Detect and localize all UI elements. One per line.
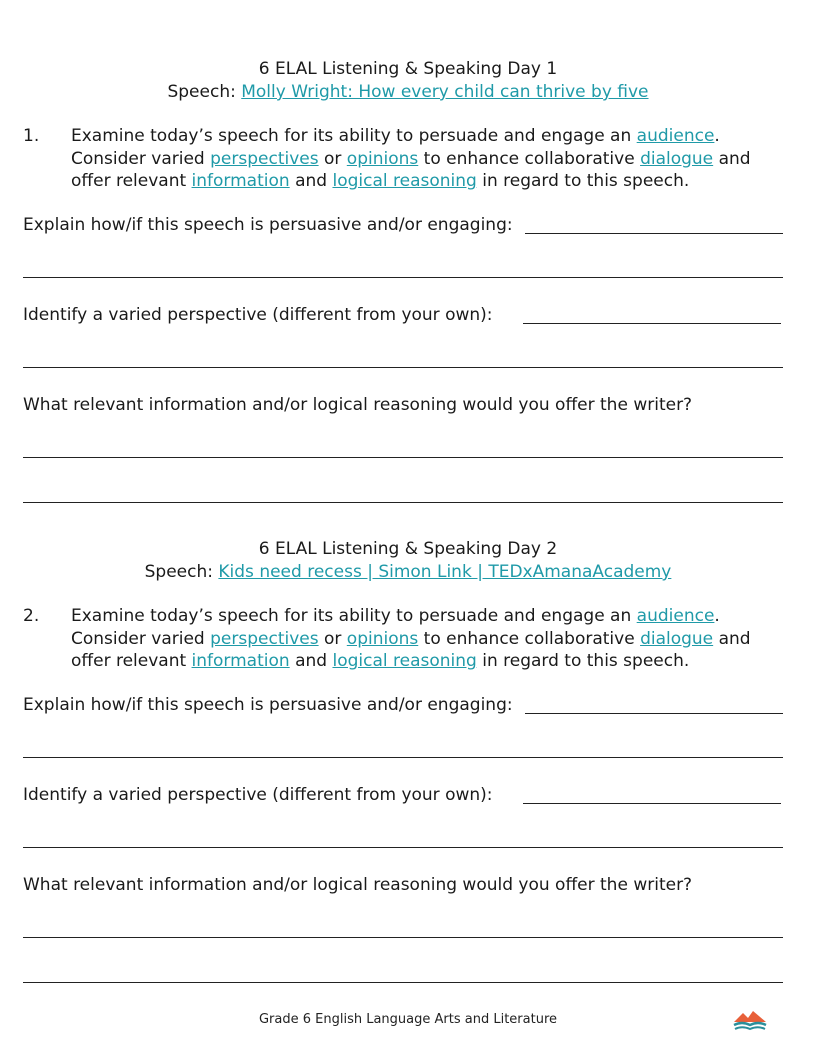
day2-answer-line-5[interactable] bbox=[23, 937, 783, 938]
day2-prompt-persuasive: Explain how/if this speech is persuasive and/or engaging: bbox=[23, 695, 513, 715]
day1-speech-line bbox=[0, 81, 816, 103]
day1-opinions-link[interactable]: opinions bbox=[346, 148, 419, 169]
day1-question-line1 bbox=[71, 125, 791, 148]
day1-title: 6 ELAL Listening & Speaking Day 1 bbox=[258, 59, 558, 79]
day1-q-text: . bbox=[714, 126, 720, 146]
day2-prompt-perspective: Identify a varied perspective (different from your own): bbox=[23, 785, 493, 805]
day2-answer-line-4[interactable] bbox=[23, 847, 783, 848]
day1-answer-line-6[interactable] bbox=[23, 502, 783, 503]
day2-logical-reasoning-link[interactable]: logical reasoning bbox=[332, 651, 477, 671]
day2-perspectives-link[interactable]: perspectives bbox=[210, 628, 319, 649]
day2-title: 6 ELAL Listening & Speaking Day 2 bbox=[258, 539, 558, 559]
day1-information-link[interactable]: information bbox=[191, 171, 290, 191]
day1-question-number: 1. bbox=[23, 126, 40, 146]
day1-speech-link[interactable]: Molly Wright: How every child can thrive by five bbox=[241, 82, 649, 102]
day2-q-text: in regard to this speech. bbox=[482, 651, 690, 671]
footer-text: Grade 6 English Language Arts and Literature bbox=[258, 1012, 558, 1027]
day1-q-text: offer relevant bbox=[71, 171, 187, 191]
day1-answer-line-1[interactable] bbox=[525, 233, 783, 234]
day2-answer-line-6[interactable] bbox=[23, 982, 783, 983]
day2-q-text: to enhance collaborative bbox=[423, 628, 635, 649]
day2-q-text: Examine today’s speech for its ability to persuade and engage an bbox=[71, 606, 632, 626]
day1-q-text: Examine today’s speech for its ability to persuade and engage an bbox=[71, 126, 632, 146]
day2-dialogue-link[interactable]: dialogue bbox=[640, 628, 714, 649]
day2-question-number: 2. bbox=[23, 606, 40, 626]
day1-question-text bbox=[71, 125, 791, 193]
day2-q-text: or bbox=[324, 628, 342, 649]
day1-q-text: or bbox=[324, 148, 342, 169]
day2-speech-line bbox=[0, 561, 816, 583]
day2-q-text: and bbox=[295, 651, 328, 671]
day2-q-text: . bbox=[714, 606, 720, 626]
day1-q-text: and bbox=[295, 171, 328, 191]
day2-speech-label: Speech: bbox=[144, 562, 213, 582]
day2-opinions-link[interactable]: opinions bbox=[346, 628, 419, 649]
day1-speech-label: Speech: bbox=[167, 82, 236, 102]
day1-prompt-perspective: Identify a varied perspective (different from your own): bbox=[23, 305, 493, 325]
day1-logical-reasoning-link[interactable]: logical reasoning bbox=[332, 171, 477, 191]
day1-audience-link[interactable]: audience bbox=[636, 126, 715, 146]
mountain-book-logo-icon bbox=[732, 1006, 768, 1032]
day1-dialogue-link[interactable]: dialogue bbox=[640, 148, 714, 169]
day1-answer-line-2[interactable] bbox=[23, 277, 783, 278]
day2-speech-link[interactable]: Kids need recess | Simon Link | TEDxAmanaAcademy bbox=[218, 562, 672, 582]
day1-prompt-information: What relevant information and/or logical reasoning would you offer the writer? bbox=[23, 395, 693, 415]
day2-question-line1 bbox=[71, 605, 791, 628]
day2-answer-line-1[interactable] bbox=[525, 713, 783, 714]
day1-question-line3 bbox=[71, 170, 791, 193]
day1-answer-line-4[interactable] bbox=[23, 367, 783, 368]
day2-answer-line-2[interactable] bbox=[23, 757, 783, 758]
day1-q-text: in regard to this speech. bbox=[482, 171, 690, 191]
day1-q-text: Consider varied bbox=[71, 148, 205, 169]
day1-question-line2 bbox=[71, 148, 791, 171]
day1-perspectives-link[interactable]: perspectives bbox=[210, 148, 319, 169]
day1-q-text: and bbox=[718, 148, 751, 169]
day2-q-text: offer relevant bbox=[71, 651, 187, 671]
day2-answer-line-3[interactable] bbox=[523, 803, 781, 804]
day2-q-text: Consider varied bbox=[71, 628, 205, 649]
day2-question-text bbox=[71, 605, 791, 673]
day2-question-line2 bbox=[71, 628, 791, 651]
day2-audience-link[interactable]: audience bbox=[636, 606, 715, 626]
day1-answer-line-3[interactable] bbox=[523, 323, 781, 324]
day2-q-text: and bbox=[718, 628, 751, 649]
day2-question-line3 bbox=[71, 650, 791, 673]
day1-answer-line-5[interactable] bbox=[23, 457, 783, 458]
day2-prompt-information: What relevant information and/or logical reasoning would you offer the writer? bbox=[23, 875, 693, 895]
day1-prompt-persuasive: Explain how/if this speech is persuasive and/or engaging: bbox=[23, 215, 513, 235]
day2-information-link[interactable]: information bbox=[191, 651, 290, 671]
day1-q-text: to enhance collaborative bbox=[423, 148, 635, 169]
